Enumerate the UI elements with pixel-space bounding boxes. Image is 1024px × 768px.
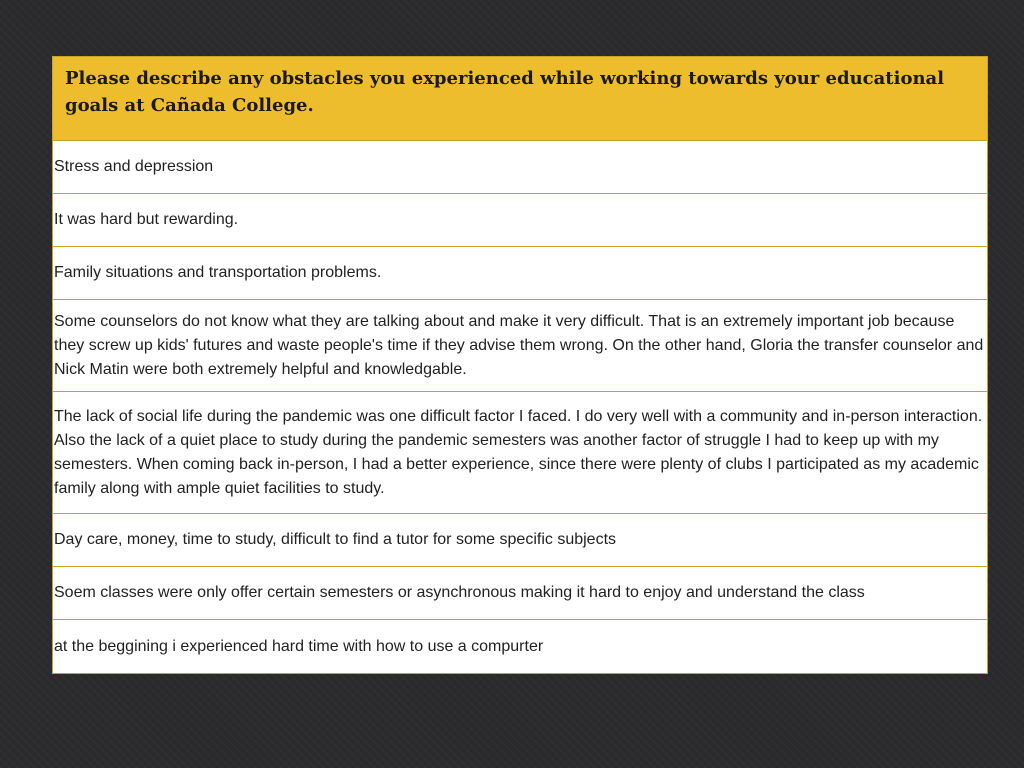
table-row: [53, 300, 987, 392]
response-text: Soem classes were only offer certain semesters or asynchronous making it hard to enjoy and understand the class: [54, 584, 865, 601]
responses-table: [52, 56, 988, 674]
response-text: Day care, money, time to study, difficult to find a tutor for some specific subjects: [54, 531, 617, 548]
response-text: at the beggining i experienced hard time with how to use a compurter: [54, 637, 544, 655]
table-header: [53, 57, 987, 141]
table-row: [53, 567, 987, 620]
table-row: [53, 247, 987, 300]
table-row: [53, 620, 987, 673]
question-heading: Please describe any obstacles you experienced while working towards your educational goals at Cañada College.: [65, 68, 945, 116]
table-row: [53, 194, 987, 247]
response-text: Family situations and transportation problems.: [54, 264, 382, 281]
table-row: [53, 141, 987, 194]
table-row: [53, 514, 987, 567]
response-text: Some counselors do not know what they are talking about and make it very difficult. That is an extremely important job because they screw up kids' futures and waste people's time if they advise them wrong. On the other hand, Gloria the transfer counselor and Nick Matin were both extremely helpful and knowledgable.: [54, 312, 984, 378]
table-row: [53, 392, 987, 514]
response-text: Stress and depression: [54, 158, 214, 175]
response-text: It was hard but rewarding.: [54, 211, 239, 228]
response-text: The lack of social life during the pandemic was one difficult factor I faced. I do very well with a community and in-person interaction. Also the lack of a quiet place to study during the pandemic semesters was another factor of struggle I had to keep up with my semesters. When coming back in-person, I had a better experience, since there were plenty of clubs I participated as my academic family along with ample quiet facilities to study.: [54, 407, 983, 497]
